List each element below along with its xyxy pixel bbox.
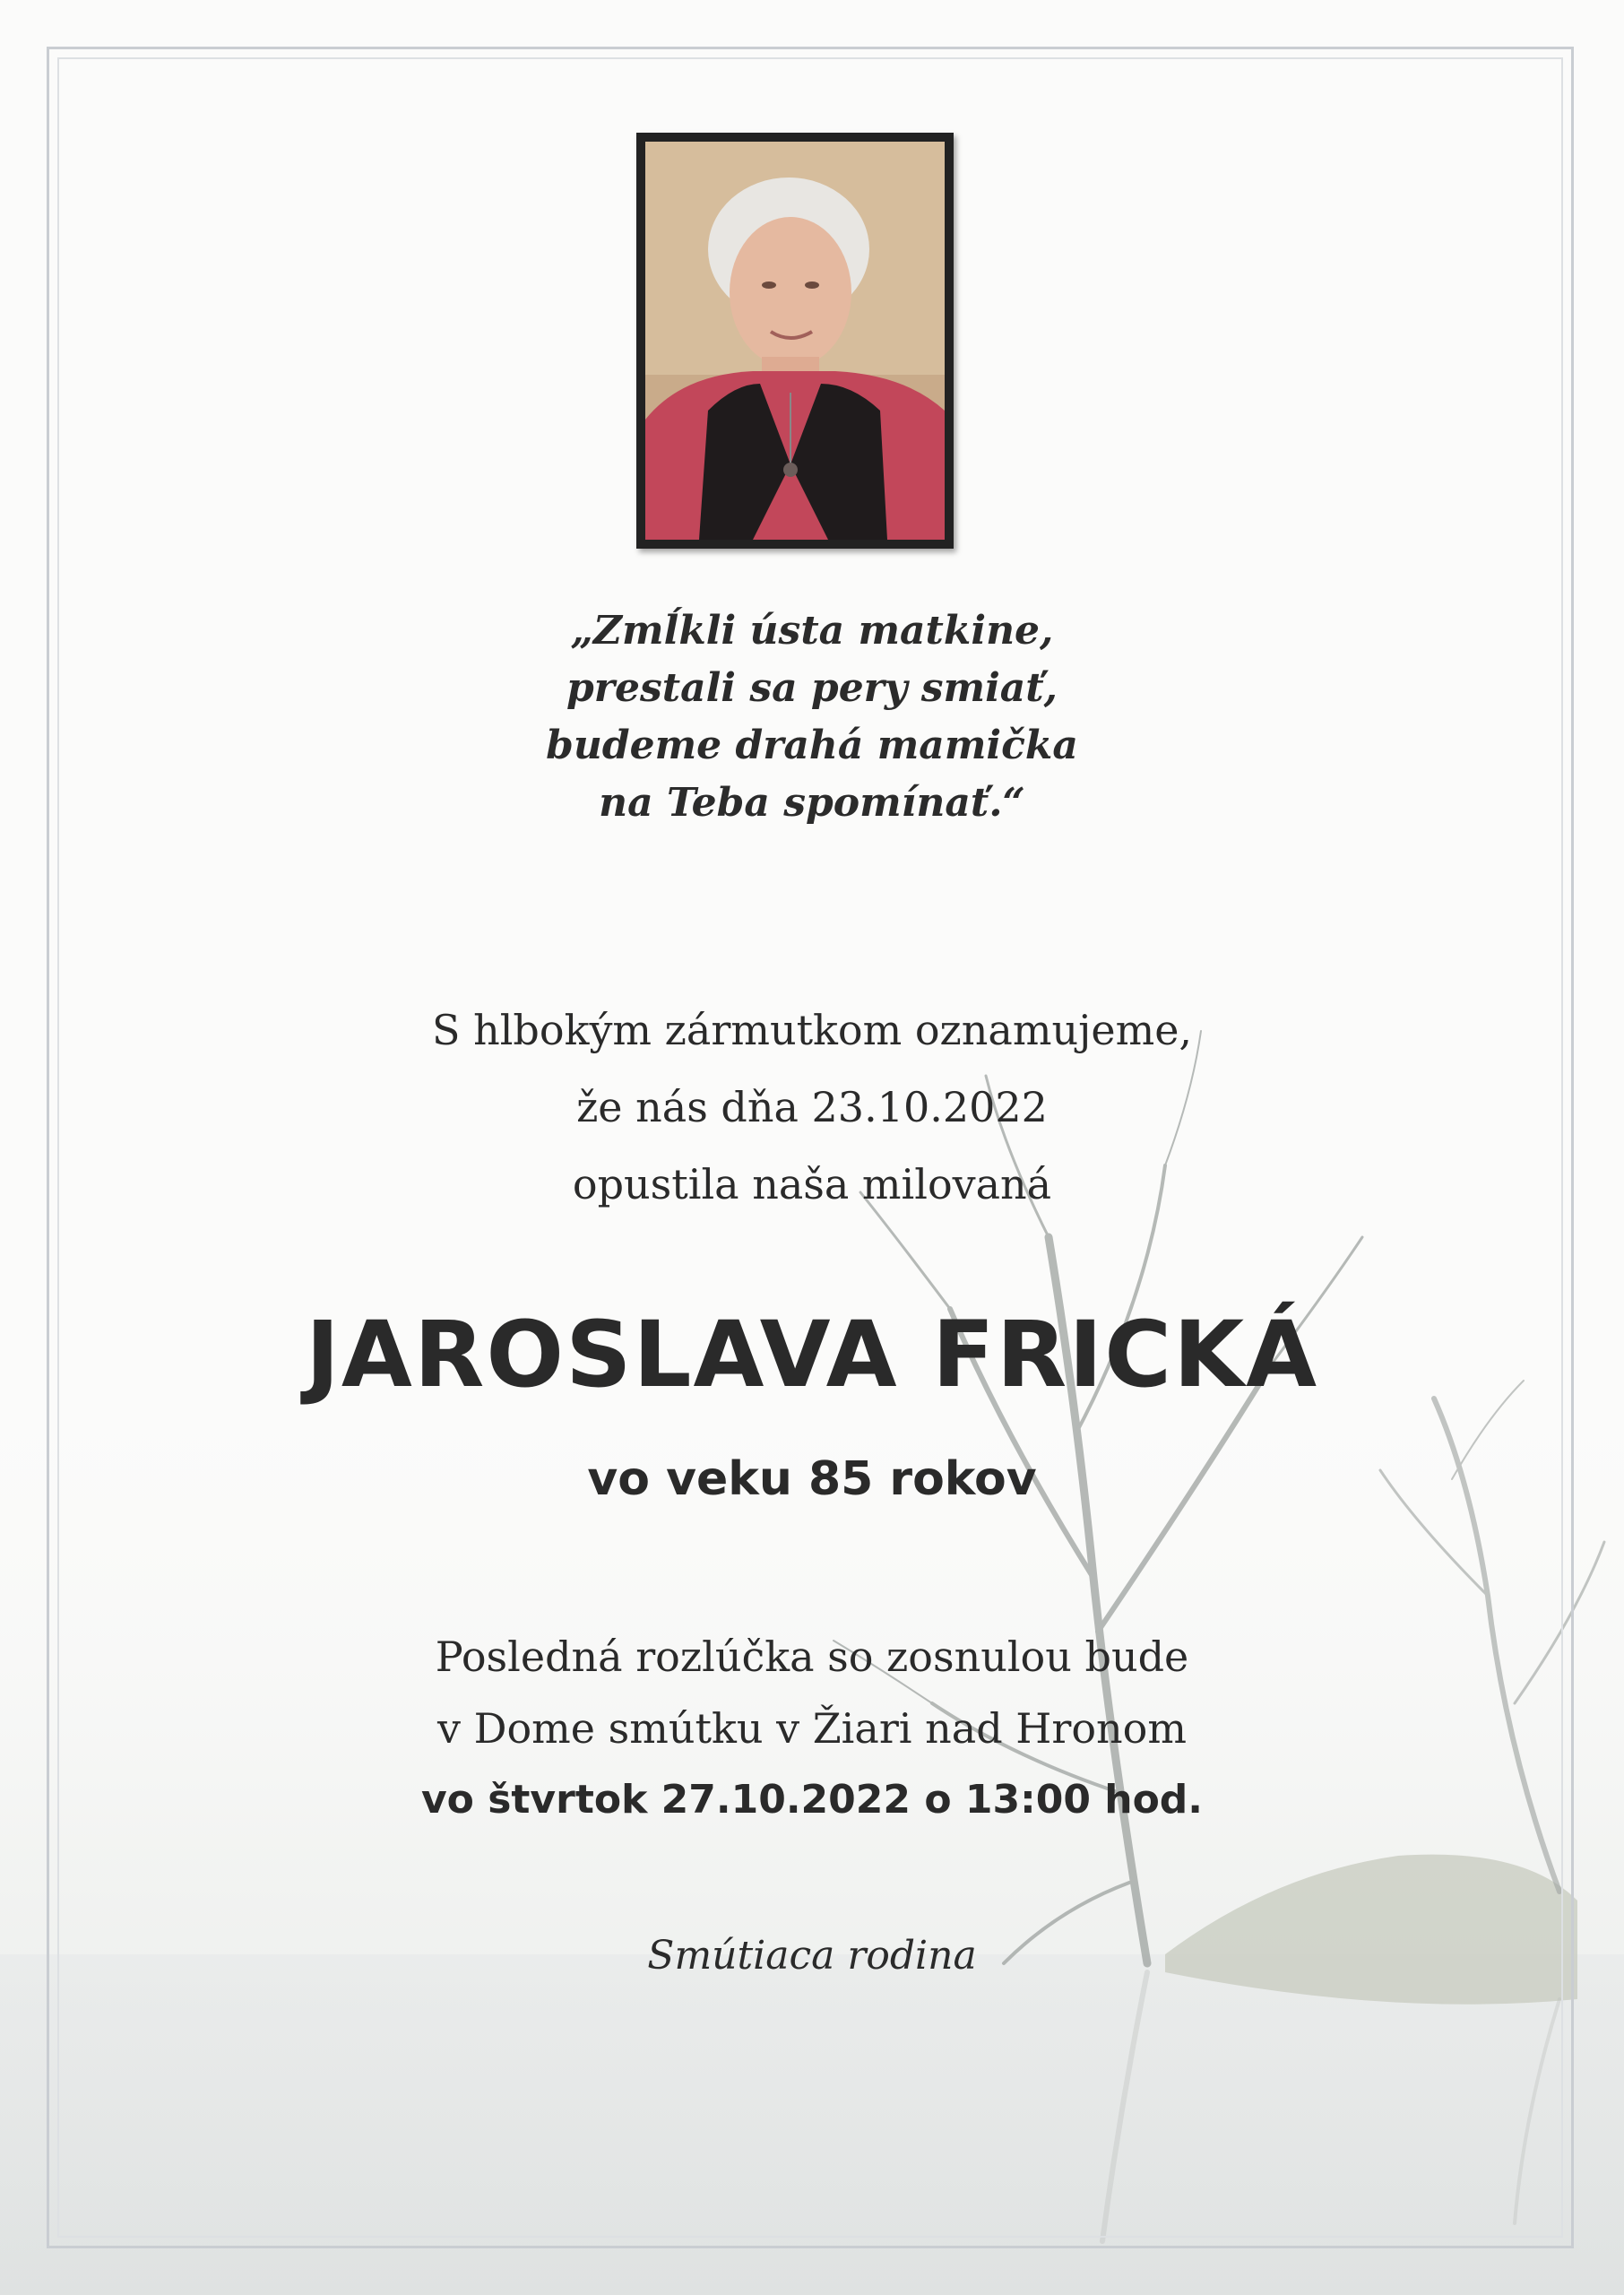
quote-line: budeme drahá mamička: [546, 723, 1078, 768]
farewell-line: v Dome smútku v Žiari nad Hronom: [437, 1704, 1187, 1753]
quote-line: na Teba spomínať.“: [599, 780, 1025, 826]
quote-line: prestali sa pery smiať,: [566, 665, 1058, 711]
farewell-details: [0, 1621, 1624, 1836]
farewell-datetime: vo štvrtok 27.10.2022 o 13:00 hod.: [420, 1777, 1204, 1823]
announcement-line: opustila naša milovaná: [572, 1160, 1052, 1208]
announcement-line: že nás dňa 23.10.2022: [576, 1083, 1048, 1131]
farewell-line: Posledná rozlúčka so zosnulou bude: [435, 1632, 1189, 1681]
quote-line: „Zmĺkli ústa matkine,: [570, 608, 1054, 654]
announcement: [0, 992, 1624, 1223]
deceased-age: vo veku 85 rokov: [587, 1452, 1037, 1506]
signature: Smútiaca rodina: [647, 1933, 977, 1979]
memorial-quote: [0, 602, 1624, 832]
portrait-photo: [636, 133, 954, 549]
deceased-name: JAROSLAVA FRICKÁ: [305, 1302, 1319, 1408]
announcement-line: S hlbokým zármutkom oznamujeme,: [431, 1006, 1193, 1054]
portrait-photo-icon: [645, 142, 945, 540]
